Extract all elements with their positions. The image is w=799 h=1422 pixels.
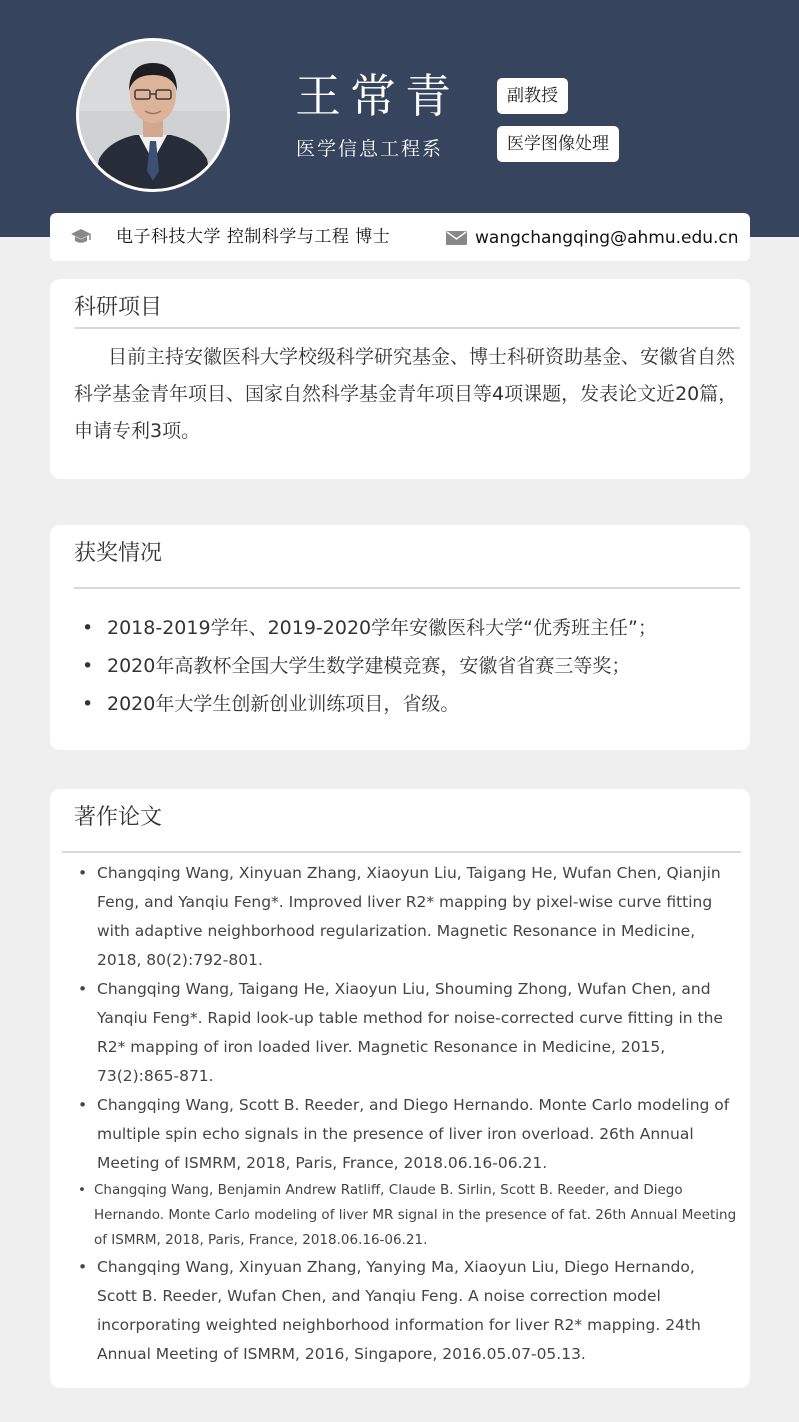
awards-section <box>50 525 750 750</box>
person-name: 王常青 <box>295 69 460 123</box>
awards-list <box>74 609 742 723</box>
publication-item: • Changqing Wang, Scott B. Reeder, and Diego Hernando. Monte Carlo modeling of multiple spin echo signals in the presence of liver iron overload. 26th Annual Meeting of ISMRM, 2018, Paris, France, 2018.06.16-06.21. <box>66 1091 738 1178</box>
publication-item: • Changqing Wang, Taigang He, Xiaoyun Liu, Shouming Zhong, Wufan Chen, and Yanqiu Feng*. Rapid look-up table method for noise-corrected curve fitting in the R2* mapping of iron loaded liver. Magnetic Resonance in Medicine, 2015, 73(2):865-871. <box>66 975 738 1091</box>
publication-item: • Changqing Wang, Xinyuan Zhang, Yanying Ma, Xiaoyun Liu, Diego Hernando, Scott B. Reeder, Wufan Chen, and Yanqiu Feng. A noise correction model incorporating weighted neighborhood information for liver R2* mapping. 24th Annual Meeting of ISMRM, 2016, Singapore, 2016.05.07-05.13. <box>66 1253 738 1369</box>
field-tag: 医学图像处理 <box>497 126 619 162</box>
contact-bar <box>50 213 750 261</box>
department: 医学信息工程系 <box>296 138 444 160</box>
section-divider <box>74 587 740 589</box>
awards-heading: 获奖情况 <box>74 541 163 566</box>
research-heading: 科研项目 <box>74 295 163 320</box>
publications-list <box>66 859 738 1369</box>
publication-item: • Changqing Wang, Xinyuan Zhang, Xiaoyun Liu, Taigang He, Wufan Chen, Qianjin Feng, and Yanqiu Feng*. Improved liver R2* mapping by pixel-wise curve fitting with adaptive neighborhood regularization. Magnetic Resonance in Medicine, 2018, 80(2):792-801. <box>66 859 738 975</box>
publications-section <box>50 789 750 1388</box>
profile-photo <box>76 38 230 192</box>
section-divider <box>74 327 740 329</box>
title-tag: 副教授 <box>497 78 568 114</box>
graduation-cap-icon <box>70 228 92 246</box>
envelope-icon <box>446 231 467 245</box>
section-divider <box>62 851 741 853</box>
award-item: • 2020年高教杯全国大学生数学建模竞赛，安徽省省赛三等奖； <box>74 647 742 685</box>
email-address[interactable]: wangchangqing@ahmu.edu.cn <box>475 228 739 248</box>
award-item: • 2020年大学生创新创业训练项目，省级。 <box>74 685 742 723</box>
research-description: 目前主持安徽医科大学校级科学研究基金、博士科研资助基金、安徽省自然科学基金青年项目、国家自然科学基金青年项目等4项课题，发表论文近20篇，申请专利3项。 <box>74 346 738 442</box>
research-section <box>50 279 750 479</box>
publication-item: • Changqing Wang, Benjamin Andrew Ratliff, Claude B. Sirlin, Scott B. Reeder, and Diego Hernando. Monte Carlo modeling of liver MR signal in the presence of fat. 26th Annual Meeting of ISMRM, 2018, Paris, France, 2018.06.16-06.21. <box>66 1178 738 1253</box>
publications-heading: 著作论文 <box>74 805 163 830</box>
education-info: 电子科技大学 控制科学与工程 博士 <box>116 227 391 247</box>
award-item: • 2018-2019学年、2019-2020学年安徽医科大学“优秀班主任”； <box>74 609 742 647</box>
person-portrait-icon <box>79 41 227 189</box>
